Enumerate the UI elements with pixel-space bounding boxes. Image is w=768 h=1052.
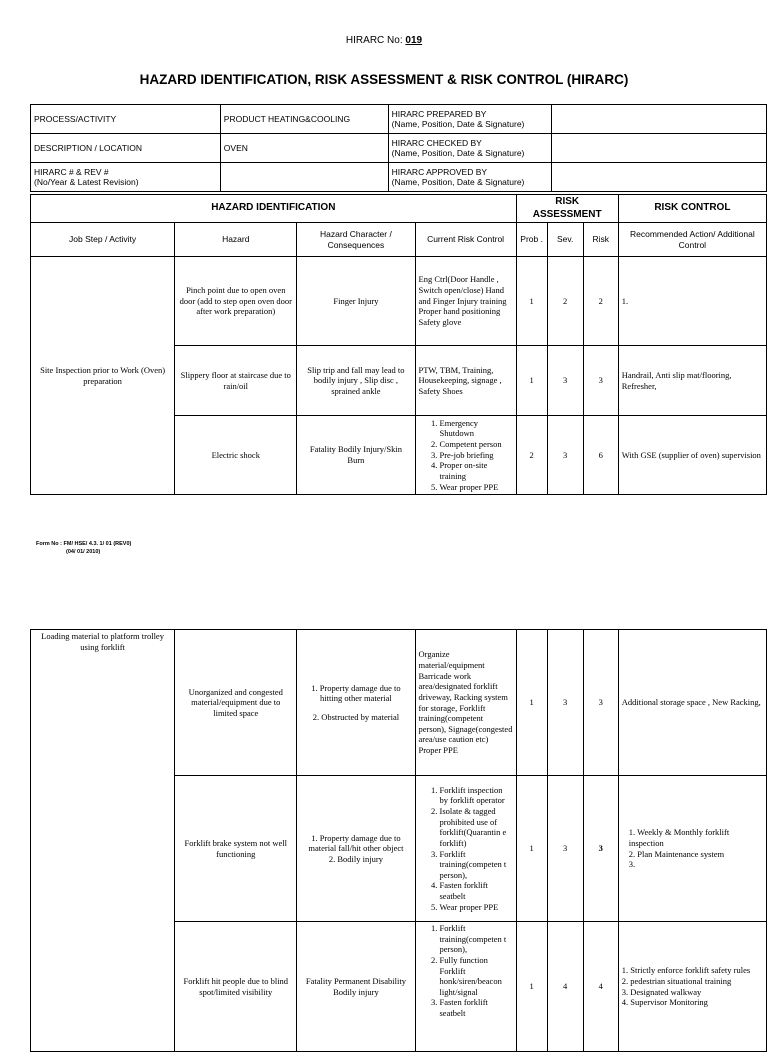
form-number (36, 541, 131, 556)
hirarc-no-value: 019 (405, 35, 423, 46)
approved-by-value[interactable] (552, 163, 767, 192)
hazard-cell: Unorganized and congested material/equipment due to limited space (175, 630, 297, 776)
recommended-cell (618, 922, 766, 1052)
risk-control-header: RISK CONTROL (618, 195, 766, 223)
col-prob: Prob . (516, 223, 547, 257)
form-date-line: (04/ 01/ 2010) (66, 548, 101, 555)
col-hazard: Hazard (175, 223, 297, 257)
risk-cell: 3 (583, 630, 618, 776)
prob-cell: 1 (516, 257, 547, 346)
risk-cell: 3 (583, 346, 618, 416)
control-list (419, 785, 513, 913)
prob-cell: 1 (516, 922, 547, 1052)
list-item: 4. Fasten forklift seatbelt (440, 880, 513, 901)
consequence-cell: Fatality Bodily Injury/Skin Burn (297, 416, 415, 495)
control-cell: Organize material/equipment Barricade work area/designated forklift driveway, Racking system for storage, Forklift training(competent person), Signage(congested area/use caution etc) Proper PPE (415, 630, 516, 776)
process-value: PRODUCT HEATING&COOLING (220, 105, 388, 134)
col-current-control: Current Risk Control (415, 223, 516, 257)
control-list (419, 418, 513, 492)
hirarc-number (0, 35, 768, 46)
prepared-by-value[interactable] (552, 105, 767, 134)
table-row (31, 257, 767, 346)
list-item: 1. Forklift inspection by forklift operator (440, 785, 513, 806)
risk-cell: 2 (583, 257, 618, 346)
sev-cell: 4 (547, 922, 583, 1052)
hazard-identification-header: HAZARD IDENTIFICATION (31, 195, 517, 223)
approved-by-label: HIRARC APPROVED BY (Name, Position, Date & Signature) (388, 163, 552, 192)
rev-label: HIRARC # & REV # (No/Year & Latest Revision) (31, 163, 221, 192)
recommended-cell: With GSE (supplier of oven) supervision (618, 416, 766, 495)
hazard-cell: Forklift hit people due to blind spot/limited visibility (175, 922, 297, 1052)
sev-cell: 3 (547, 630, 583, 776)
consequence-cell: 1. Property damage due to material fall/hit other object 2. Bodily injury (297, 776, 415, 922)
activity-cell: Site Inspection prior to Work (Oven) preparation (31, 257, 175, 495)
hazard-cell: Electric shock (175, 416, 297, 495)
list-item: 3. Pre-job briefing (440, 450, 513, 461)
list-item: 4. Proper on-site training (440, 460, 513, 481)
list-item: 3. (628, 859, 636, 870)
list-item: 4. Supervisor Monitoring (621, 997, 708, 1008)
form-number-line: Form No : FM/ HSE/ 4.3. 1/ 01 (REV0) (36, 541, 132, 547)
recommended-cell: 1. (618, 257, 766, 346)
prob-cell: 1 (516, 346, 547, 416)
list-item: 5. Wear proper PPE (440, 482, 513, 493)
checked-by-value[interactable] (552, 134, 767, 163)
list-item: 2. Fully function Forklift honk/siren/beacon light/signal (440, 955, 513, 998)
hazard-cell: Slippery floor at staircase due to rain/oil (175, 346, 297, 416)
hazard-cell: Forklift brake system not well functioning (175, 776, 297, 922)
list-item: 3. Fasten forklift seatbelt (440, 997, 513, 1018)
list-item: 5. Wear proper PPE (440, 902, 513, 913)
recommended-cell: Additional storage space , New Racking, (618, 630, 766, 776)
consequence-cell: 1. Property damage due to hitting other material 2. Obstructed by material (297, 630, 415, 776)
list-item: 2. Isolate & tagged prohibited use of forklift(Quarantin e forklift) (440, 806, 513, 849)
prepared-by-label: HIRARC PREPARED BY (Name, Position, Date & Signature) (388, 105, 552, 134)
process-label: PROCESS/ACTIVITY (31, 105, 221, 134)
sev-cell: 3 (547, 346, 583, 416)
col-risk: Risk (583, 223, 618, 257)
risk-cell: 3 (583, 776, 618, 922)
list-item: 1. Weekly & Monthly forklift inspection (628, 827, 730, 848)
consequence-cell: Finger Injury (297, 257, 415, 346)
recommended-cell (618, 776, 766, 922)
list-item: 3. Forklift training(competen t person), (440, 849, 513, 881)
list-item: 1. Strictly enforce forklift safety rules (621, 965, 751, 976)
col-recommended: Recommended Action/ Additional Control (618, 223, 766, 257)
control-cell (415, 776, 516, 922)
col-sev: Sev. (547, 223, 583, 257)
sev-cell: 3 (547, 416, 583, 495)
control-list (419, 923, 513, 1019)
sev-cell: 3 (547, 776, 583, 922)
control-cell: Eng Ctrl(Door Handle , Switch open/close) Hand and Finger Injury training Proper hand positioning Safety glove (415, 257, 516, 346)
activity-cell: Loading material to platform trolley using forklift (31, 630, 175, 1052)
list-item: 1. Forklift training(competen t person), (440, 923, 513, 955)
checked-by-label: HIRARC CHECKED BY (Name, Position, Date & Signature) (388, 134, 552, 163)
col-job-step: Job Step / Activity (31, 223, 175, 257)
list-item: 1. Emergency Shutdown (440, 418, 513, 439)
list-item: 2. pedestrian situational training (621, 975, 732, 986)
hirarc-no-label: HIRARC No: (345, 35, 403, 46)
prob-cell: 1 (516, 630, 547, 776)
prob-cell: 1 (516, 776, 547, 922)
recommended-cell: Handrail, Anti slip mat/flooring, Refresher, (618, 346, 766, 416)
description-value: OVEN (220, 134, 388, 163)
list-item: 3. Designated walkway (621, 986, 702, 997)
control-cell: PTW, TBM, Training, Housekeeping, signage , Safety Shoes (415, 346, 516, 416)
list-item: 2. Plan Maintenance system (628, 848, 725, 859)
consequence-cell: Fatality Permanent Disability Bodily injury (297, 922, 415, 1052)
sev-cell: 2 (547, 257, 583, 346)
table-row (31, 630, 767, 776)
risk-cell: 4 (583, 922, 618, 1052)
prob-cell: 2 (516, 416, 547, 495)
hazard-cell: Pinch point due to open oven door (add to step open oven door after work preparation) (175, 257, 297, 346)
hirarc-table-section-1 (30, 194, 767, 495)
control-cell (415, 922, 516, 1052)
risk-assessment-header: RISK ASSESSMENT (516, 195, 618, 223)
consequence-cell: Slip trip and fall may lead to bodily injury , Slip disc , sprained ankle (297, 346, 415, 416)
rev-value[interactable] (220, 163, 388, 192)
hirarc-table-section-2 (30, 629, 767, 1052)
document-title: HAZARD IDENTIFICATION, RISK ASSESSMENT & RISK CONTROL (HIRARC) (139, 72, 629, 87)
control-cell (415, 416, 516, 495)
description-label: DESCRIPTION / LOCATION (31, 134, 221, 163)
risk-cell: 6 (583, 416, 618, 495)
col-hazard-character: Hazard Character / Consequences (297, 223, 415, 257)
list-item: 2. Competent person (440, 439, 513, 450)
info-table (30, 104, 767, 192)
